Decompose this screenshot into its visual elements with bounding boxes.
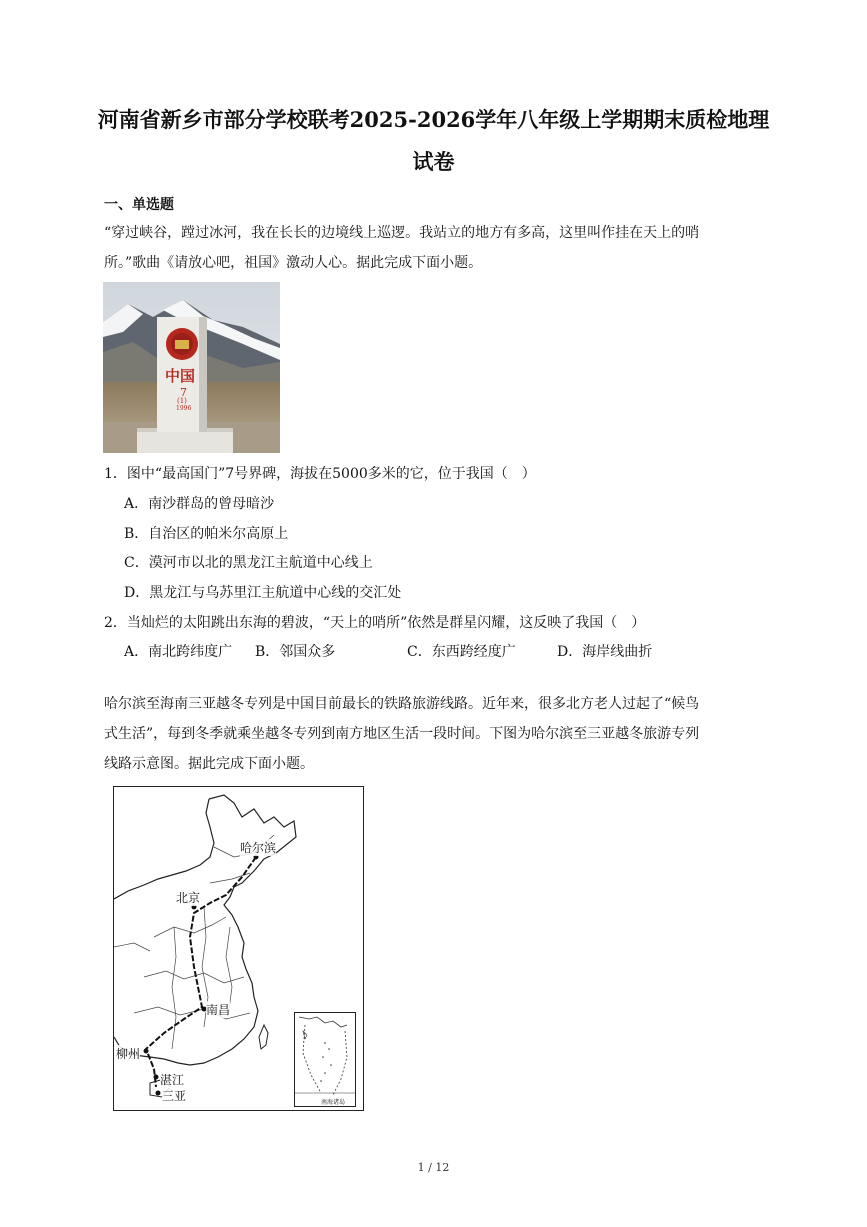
label-beijing: 北京 [176, 891, 201, 905]
q1-option-d[interactable]: D．黑龙江与乌苏里江主航道中心线的交汇处 [124, 585, 402, 601]
passage2-line3: 线路示意图。据此完成下面小题。 [104, 756, 314, 772]
south-china-sea-inset [294, 1012, 356, 1107]
passage2-line1: 哈尔滨至海南三亚越冬专列是中国目前最长的铁路旅游线路。近年来，很多北方老人过起了“候鸟 [104, 696, 700, 712]
inset-map [295, 1013, 355, 1106]
q2-option-b[interactable]: B．邻国众多 [255, 644, 336, 660]
page-title-line2: 试卷 [412, 149, 455, 174]
label-zhanjiang: 湛江 [160, 1073, 185, 1087]
q2-option-d[interactable]: D．海岸线曲折 [557, 644, 653, 660]
marker-number: 7 [180, 386, 187, 399]
sanya-dot [156, 1091, 161, 1096]
page-title: 河南省新乡市部分学校联考2025-2026学年八年级上学期期末质检地理 [97, 107, 770, 132]
section-heading: 一、单选题 [104, 197, 174, 213]
passage1-line2: 所。”歌曲《请放心吧，祖国》激动人心。据此完成下面小题。 [104, 255, 483, 271]
inset-label: 南海诸岛 [321, 1099, 346, 1106]
liuzhou-dot [144, 1049, 149, 1054]
zhanjiang-dot [154, 1075, 159, 1080]
marker-sub: (1) [177, 397, 187, 405]
border-marker-photo [103, 282, 280, 453]
label-nanchang: 南昌 [206, 1003, 231, 1017]
q1-option-a[interactable]: A．南沙群岛的曾母暗沙 [124, 496, 275, 512]
passage2-line2: 式生活”，每到冬季就乘坐越冬专列到南方地区生活一段时间。下图为哈尔滨至三亚越冬旅游专列 [104, 726, 700, 742]
q1-option-b[interactable]: B．自治区的帕米尔高原上 [124, 526, 289, 542]
q2-option-c[interactable]: C．东西跨经度广 [407, 644, 516, 660]
q1-stem: 1．图中“最高国门”7号界碑，海拔在5000多米的它，位于我国（ ） [104, 466, 536, 482]
q1-option-c[interactable]: C．漠河市以北的黑龙江主航道中心线上 [124, 555, 373, 571]
page-number: 1 / 12 [417, 1161, 450, 1174]
label-liuzhou: 柳州 [116, 1047, 141, 1061]
q2-stem: 2．当灿烂的太阳跳出东海的碧波，“天上的哨所”依然是群星闪耀，这反映了我国（ ） [104, 615, 646, 631]
label-harbin: 哈尔滨 [240, 841, 277, 855]
marker-year: 1996 [176, 405, 192, 412]
passage1-line1: “穿过峡谷，蹚过冰河，我在长长的边境线上巡逻。我站立的地方有多高，这里叫作挂在天上的哨 [104, 225, 700, 241]
marker-text: 中国 [165, 367, 196, 385]
label-sanya: 三亚 [162, 1089, 187, 1103]
q2-option-a[interactable]: A．南北跨纬度广 [124, 644, 233, 660]
